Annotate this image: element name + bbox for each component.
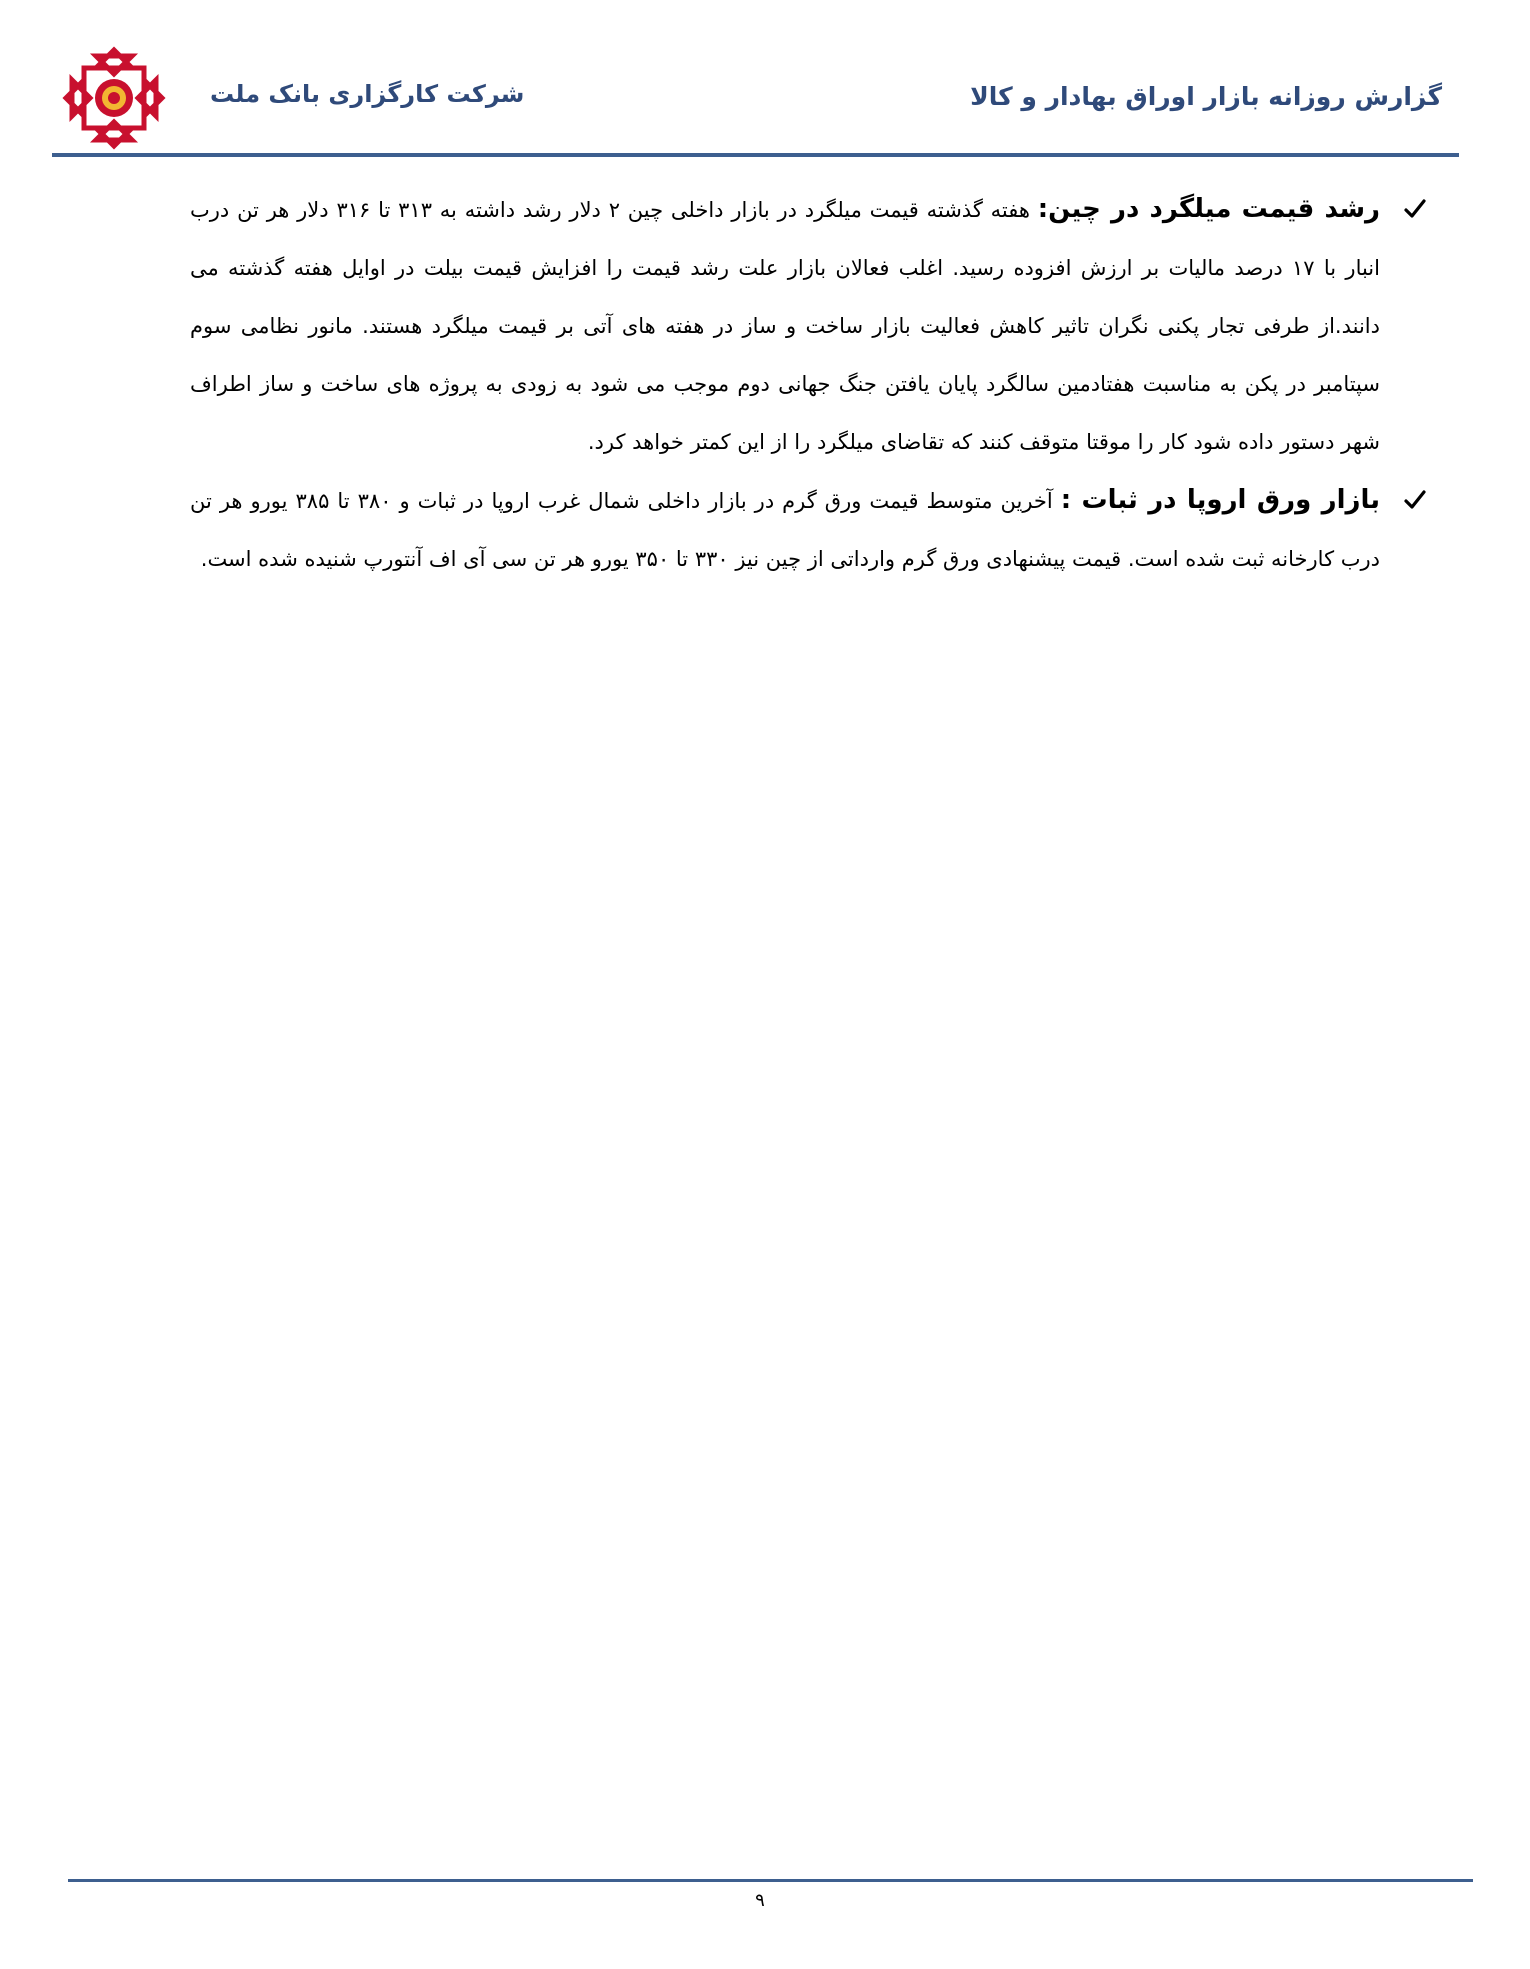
news-item-rebar-china <box>140 180 1380 471</box>
page-header <box>0 0 1530 160</box>
report-body <box>140 180 1380 588</box>
company-name: شرکت کارگزاری بانک ملت <box>210 80 525 108</box>
header-divider <box>52 153 1459 157</box>
news-item-europe-sheet <box>140 471 1380 588</box>
page-number: ۹ <box>755 1890 765 1911</box>
bank-mellat-logo-icon <box>62 46 166 150</box>
news-item-title: رشد قیمت میلگرد در چین: <box>1037 194 1380 224</box>
news-item-paragraph <box>190 471 1380 588</box>
news-item-title: بازار ورق اروپا در ثبات : <box>1060 485 1380 515</box>
footer-divider <box>68 1879 1473 1882</box>
checkmark-icon <box>1400 471 1430 529</box>
news-item-text: آخرین متوسط قیمت ورق گرم در بازار داخلی شمال غرب اروپا در ثبات و ۳۸۰ تا ۳۸۵ یورو هر تن درب کارخانه ثبت شده است. قیمت پیشنهادی ورق گرم وارداتی از چین نیز ۳۳۰ تا ۳۵۰ یورو هر تن سی آی اف آنتورپ شنیده شده است. <box>190 489 1380 571</box>
news-item-paragraph <box>190 180 1380 471</box>
report-title: گزارش روزانه بازار اوراق بهادار و کالا <box>970 82 1442 111</box>
news-item-text: هفته گذشته قیمت میلگرد در بازار داخلی چین ۲ دلار رشد داشته به ۳۱۳ تا ۳۱۶ دلار هر تن درب انبار با ۱۷ درصد مالیات بر ارزش افزوده رسید. اغلب فعالان بازار علت رشد قیمت را افزایش قیمت بیلت در اوایل هفته گذشته می دانند.از طرفی تجار پکنی نگران تاثیر کاهش فعالیت بازار ساخت و ساز در هفته های آتی بر قیمت میلگرد هستند. مانور نظامی سوم سپتامبر در پکن به مناسبت هفتادمین سالگرد پایان یافتن جنگ جهانی دوم موجب می شود به زودی به پروژه های ساخت و ساز اطراف شهر دستور داده شود کار را موقتا متوقف کنند که تقاضای میلگرد را از این کمتر خواهد کرد. <box>190 198 1380 454</box>
checkmark-icon <box>1400 180 1430 238</box>
